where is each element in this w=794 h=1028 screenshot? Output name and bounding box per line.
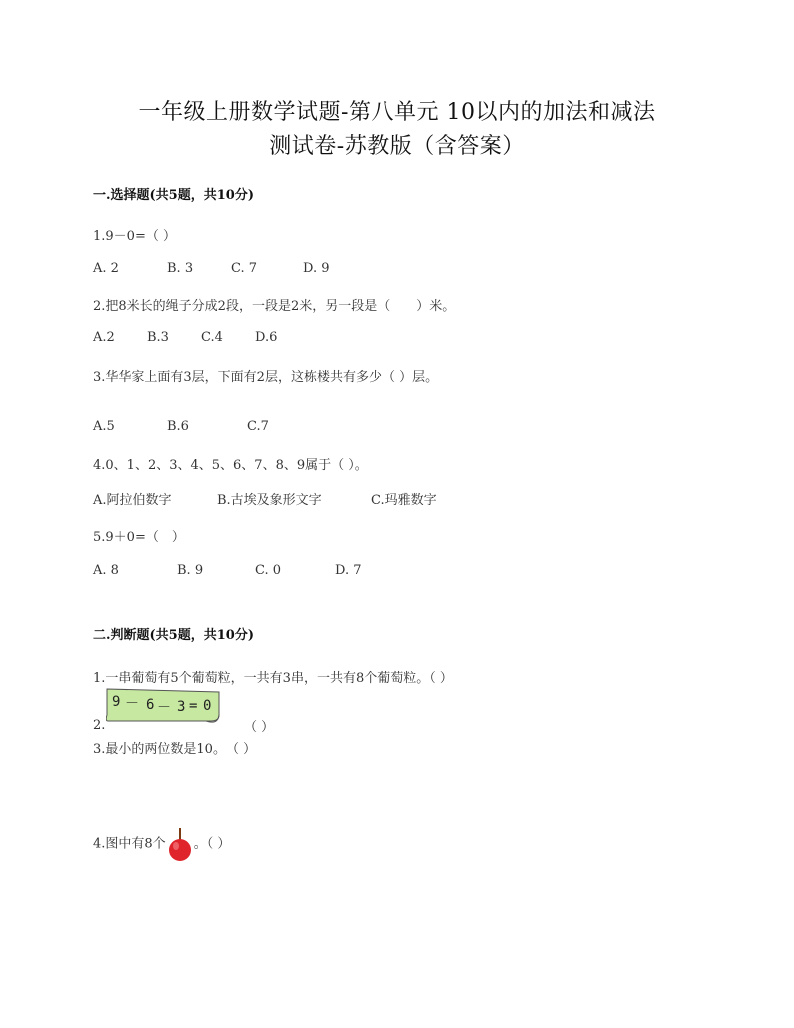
section1-heading: 一.选择题(共5题，共10分) (93, 188, 254, 203)
apple-icon (168, 826, 192, 862)
judge-question-4 (93, 826, 230, 862)
page-title-line1: 一年级上册数学试题-第八单元 10以内的加法和减法 (138, 100, 656, 125)
option: C. 7 (231, 261, 258, 276)
judge-question-2-paren: （ ） (244, 720, 275, 735)
question-1-options (93, 261, 330, 276)
judge-question-4-suffix: 。（ ） (193, 836, 231, 852)
option: C. 0 (255, 563, 282, 578)
option: A.5 (93, 419, 115, 434)
option: A. 2 (93, 261, 119, 276)
equation-op2: － (157, 700, 171, 716)
question-2: 2.把8米长的绳子分成2段，一段是2米，另一段是（ ）米。 (93, 299, 456, 314)
option: D.6 (255, 330, 278, 345)
option: C.玛雅数字 (371, 493, 437, 508)
option: A. 8 (93, 563, 119, 578)
option: D. 7 (335, 563, 362, 578)
question-5: 5.9＋0=（ ） (93, 530, 185, 545)
judge-question-3: 3.最小的两位数是10。 （ ） (93, 742, 257, 757)
option: B.6 (167, 419, 189, 434)
option: C.7 (247, 419, 269, 434)
option: A.2 (93, 330, 115, 345)
equation-b: 6 (146, 697, 155, 713)
equation-eq: = (189, 698, 198, 714)
equation-op1: － (125, 696, 139, 712)
option: A.阿拉伯数字 (93, 493, 172, 508)
option: B.3 (147, 330, 169, 345)
option: B. 3 (167, 261, 194, 276)
equation-card (106, 687, 220, 725)
question-2-options (93, 330, 277, 345)
option: C.4 (201, 330, 223, 345)
option: D. 9 (303, 261, 330, 276)
judge-question-4-text: 4.图中有8个 (93, 836, 166, 852)
question-5-options (93, 563, 362, 578)
question-3: 3.华华家上面有3层，下面有2层，这栋楼共有多少（ ）层。 (93, 370, 439, 385)
judge-question-2-number: 2. (93, 718, 106, 733)
section2-heading: 二.判断题(共5题，共10分) (93, 628, 254, 643)
equation-a: 9 (112, 694, 121, 710)
equation-result: 0 (203, 698, 212, 714)
option: B.古埃及象形文字 (217, 493, 322, 508)
equation-c: 3 (177, 699, 186, 715)
option: B. 9 (177, 563, 204, 578)
judge-question-1: 1.一串葡萄有5个葡萄粒，一共有3串，一共有8个葡萄粒。（ ） (93, 671, 453, 686)
question-1: 1.9－0=（ ） (93, 229, 176, 244)
page-title-line2: 测试卷-苏教版（含答案） (269, 134, 525, 159)
question-4-options (93, 489, 437, 508)
question-3-options (93, 419, 269, 434)
question-4: 4.0、1、2、3、4、5、6、7、8、9属于（ ）。 (93, 458, 368, 473)
